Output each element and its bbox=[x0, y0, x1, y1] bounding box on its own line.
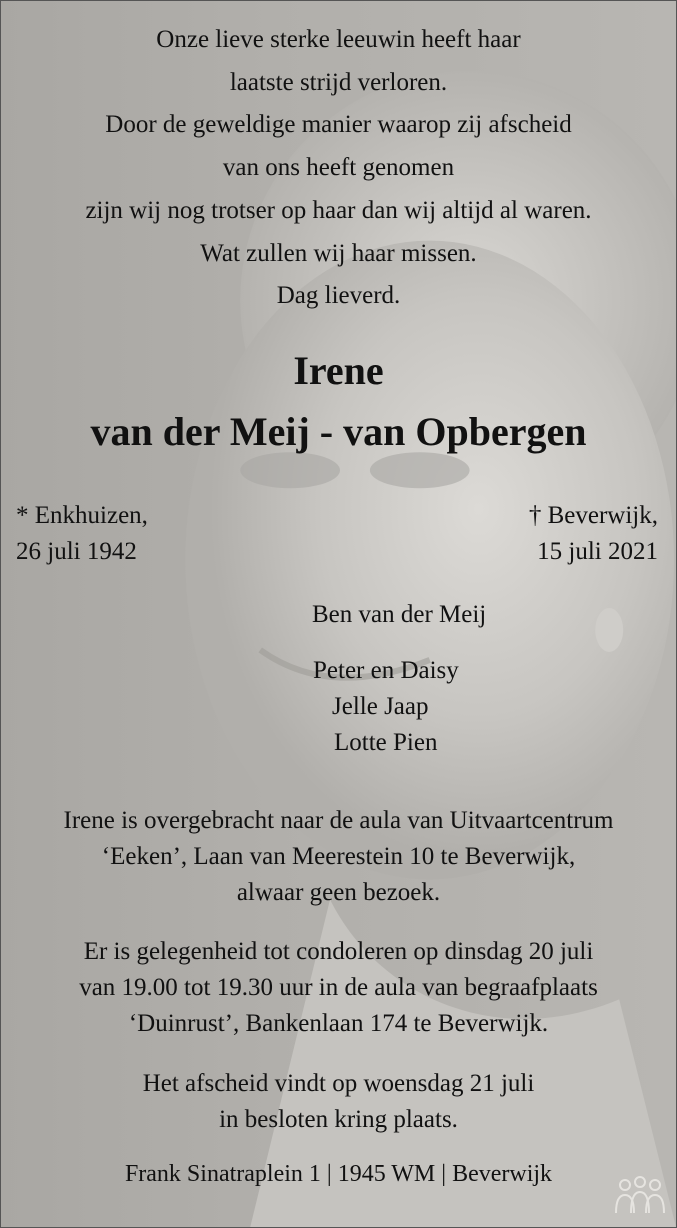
farewell-paragraph bbox=[1, 1066, 676, 1138]
paragraph-line: Het afscheid vindt op woensdag 21 juli bbox=[142, 1070, 535, 1097]
birth-date: 26 juli 1942 bbox=[16, 538, 137, 565]
family-member: Jelle Jaap bbox=[332, 693, 429, 720]
condolence-paragraph bbox=[1, 934, 676, 1042]
family-spouse: Ben van der Meij bbox=[312, 601, 487, 628]
poem-line: Onze lieve sterke leeuwin heeft haar bbox=[156, 26, 521, 53]
family-member: Peter en Daisy bbox=[313, 657, 459, 684]
paragraph-line: van 19.00 tot 19.30 uur in de aula van begraafplaats bbox=[79, 974, 598, 1001]
death-date: 15 juli 2021 bbox=[537, 538, 658, 565]
poem-line: van ons heeft genomen bbox=[222, 154, 455, 182]
footer-address: Frank Sinatraplein 1 | 1945 WM | Beverwijk bbox=[124, 1161, 553, 1187]
death-place: † Beverwijk, bbox=[528, 502, 658, 529]
deceased-full-name: van der Meij - van Opbergen bbox=[90, 409, 587, 454]
poem-line: Wat zullen wij haar missen. bbox=[200, 239, 477, 267]
paragraph-line: ‘Duinrust’, Bankenlaan 174 te Beverwijk. bbox=[128, 1010, 549, 1037]
poem-line: Door de geweldige manier waarop zij afscheid bbox=[105, 111, 572, 139]
poem-line: zijn wij nog trotser op haar dan wij altijd al waren. bbox=[85, 196, 592, 224]
birth-place: * Enkhuizen, bbox=[16, 502, 148, 529]
location-paragraph bbox=[1, 803, 676, 911]
paragraph-line: ‘Eeken’, Laan van Meerestein 10 te Beverwijk, bbox=[101, 843, 576, 870]
paragraph-line: in besloten kring plaats. bbox=[219, 1106, 458, 1133]
paragraph-line: Er is gelegenheid tot condoleren op dinsdag 20 juli bbox=[83, 938, 594, 965]
paragraph-line: Irene is overgebracht naar de aula van Uitvaartcentrum bbox=[63, 807, 614, 834]
birth-info bbox=[16, 498, 148, 570]
family-member: Lotte Pien bbox=[334, 729, 438, 756]
paragraph-line: alwaar geen bezoek. bbox=[236, 879, 441, 906]
poem-line: laatste strijd verloren. bbox=[229, 68, 448, 96]
people-group-icon bbox=[612, 1173, 668, 1219]
death-info bbox=[529, 498, 658, 570]
poem bbox=[1, 19, 676, 318]
poem-line: Dag lieverd. bbox=[276, 282, 401, 310]
obituary-text bbox=[1, 1, 676, 1227]
deceased-first-name: Irene bbox=[293, 348, 384, 393]
